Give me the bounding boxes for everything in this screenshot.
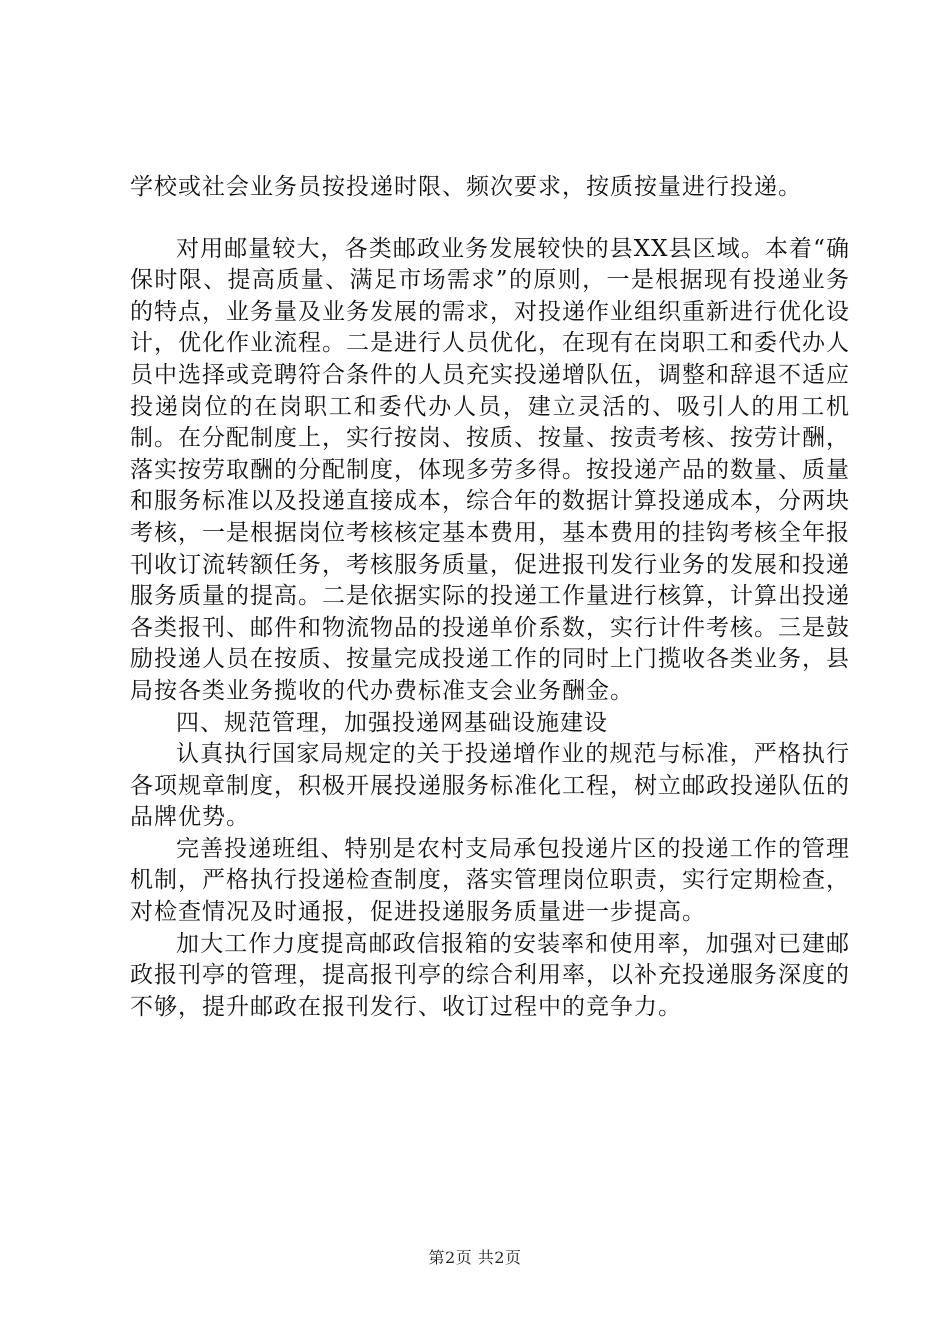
paragraph-mailbox-kiosk: 加大工作力度提高邮政信报箱的安装率和使用率，加强对已建邮政报刊亭的管理，提高报刊亭的综合利用率，以补充投递服务深度的不够，提升邮政在报刊发行、收订过程中的竞争力。 [130, 930, 850, 1020]
page-footer: 第2页 共2页 [428, 1248, 522, 1267]
paragraph-county-optimization: 对用邮量较大，各类邮政业务发展较快的县XX县区域。本着“确保时限、提高质量、满足市场需求”的原则，一是根据现有投递业务的特点，业务量及业务发展的需求，对投递作业组织重新进行优化设计，优化作业流程。二是进行人员优化，在现有在岗职工和委代办人员中选择或竞聘符合条件的人员充实投递增队伍，调整和辞退不适应投递岗位的在岗职工和委代办人员，建立灵活的、吸引人的用工机制。在分配制度上，实行按岗、按质、按量、按责考核、按劳计酬，落实按劳取酬的分配制度，体现多劳多得。按投递产品的数量、质量和服务标准以及投递直接成本，综合年的数据计算投递成本，分两块考核，一是根据岗位考核核定基本费用，基本费用的挂钩考核全年报刊收订流转额任务，考核服务质量，促进报刊发行业务的发展和投递服务质量的提高。二是依据实际的投递工作量进行核算，计算出投递各类报刊、邮件和物流物品的投递单价系数，实行计件考核。三是鼓励投递人员在按质、按量完成投递工作的同时上门揽收各类业务，县局按各类业务揽收的代办费标准支会业务酬金。 [130, 235, 850, 704]
paragraph-intro-continuation: 学校或社会业务员按投递时限、频次要求，按质按量进行投递。 [130, 174, 802, 200]
document-body [130, 172, 850, 1023]
section-heading-four: 四、规范管理，加强投递网基础设施建设 [176, 709, 608, 736]
paragraph-management-mechanism: 完善投递班组、特别是农村支局承包投递片区的投递工作的管理机制，严格执行投递检查制度，落实管理岗位职责，实行定期检查，对检查情况及时通报，促进投递服务质量进一步提高。 [130, 835, 850, 926]
paragraph-standards: 认真执行国家局规定的关于投递增作业的规范与标准，严格执行各项规章制度，积极开展投递服务标准化工程，树立邮政投递队伍的品牌优势。 [130, 741, 850, 831]
